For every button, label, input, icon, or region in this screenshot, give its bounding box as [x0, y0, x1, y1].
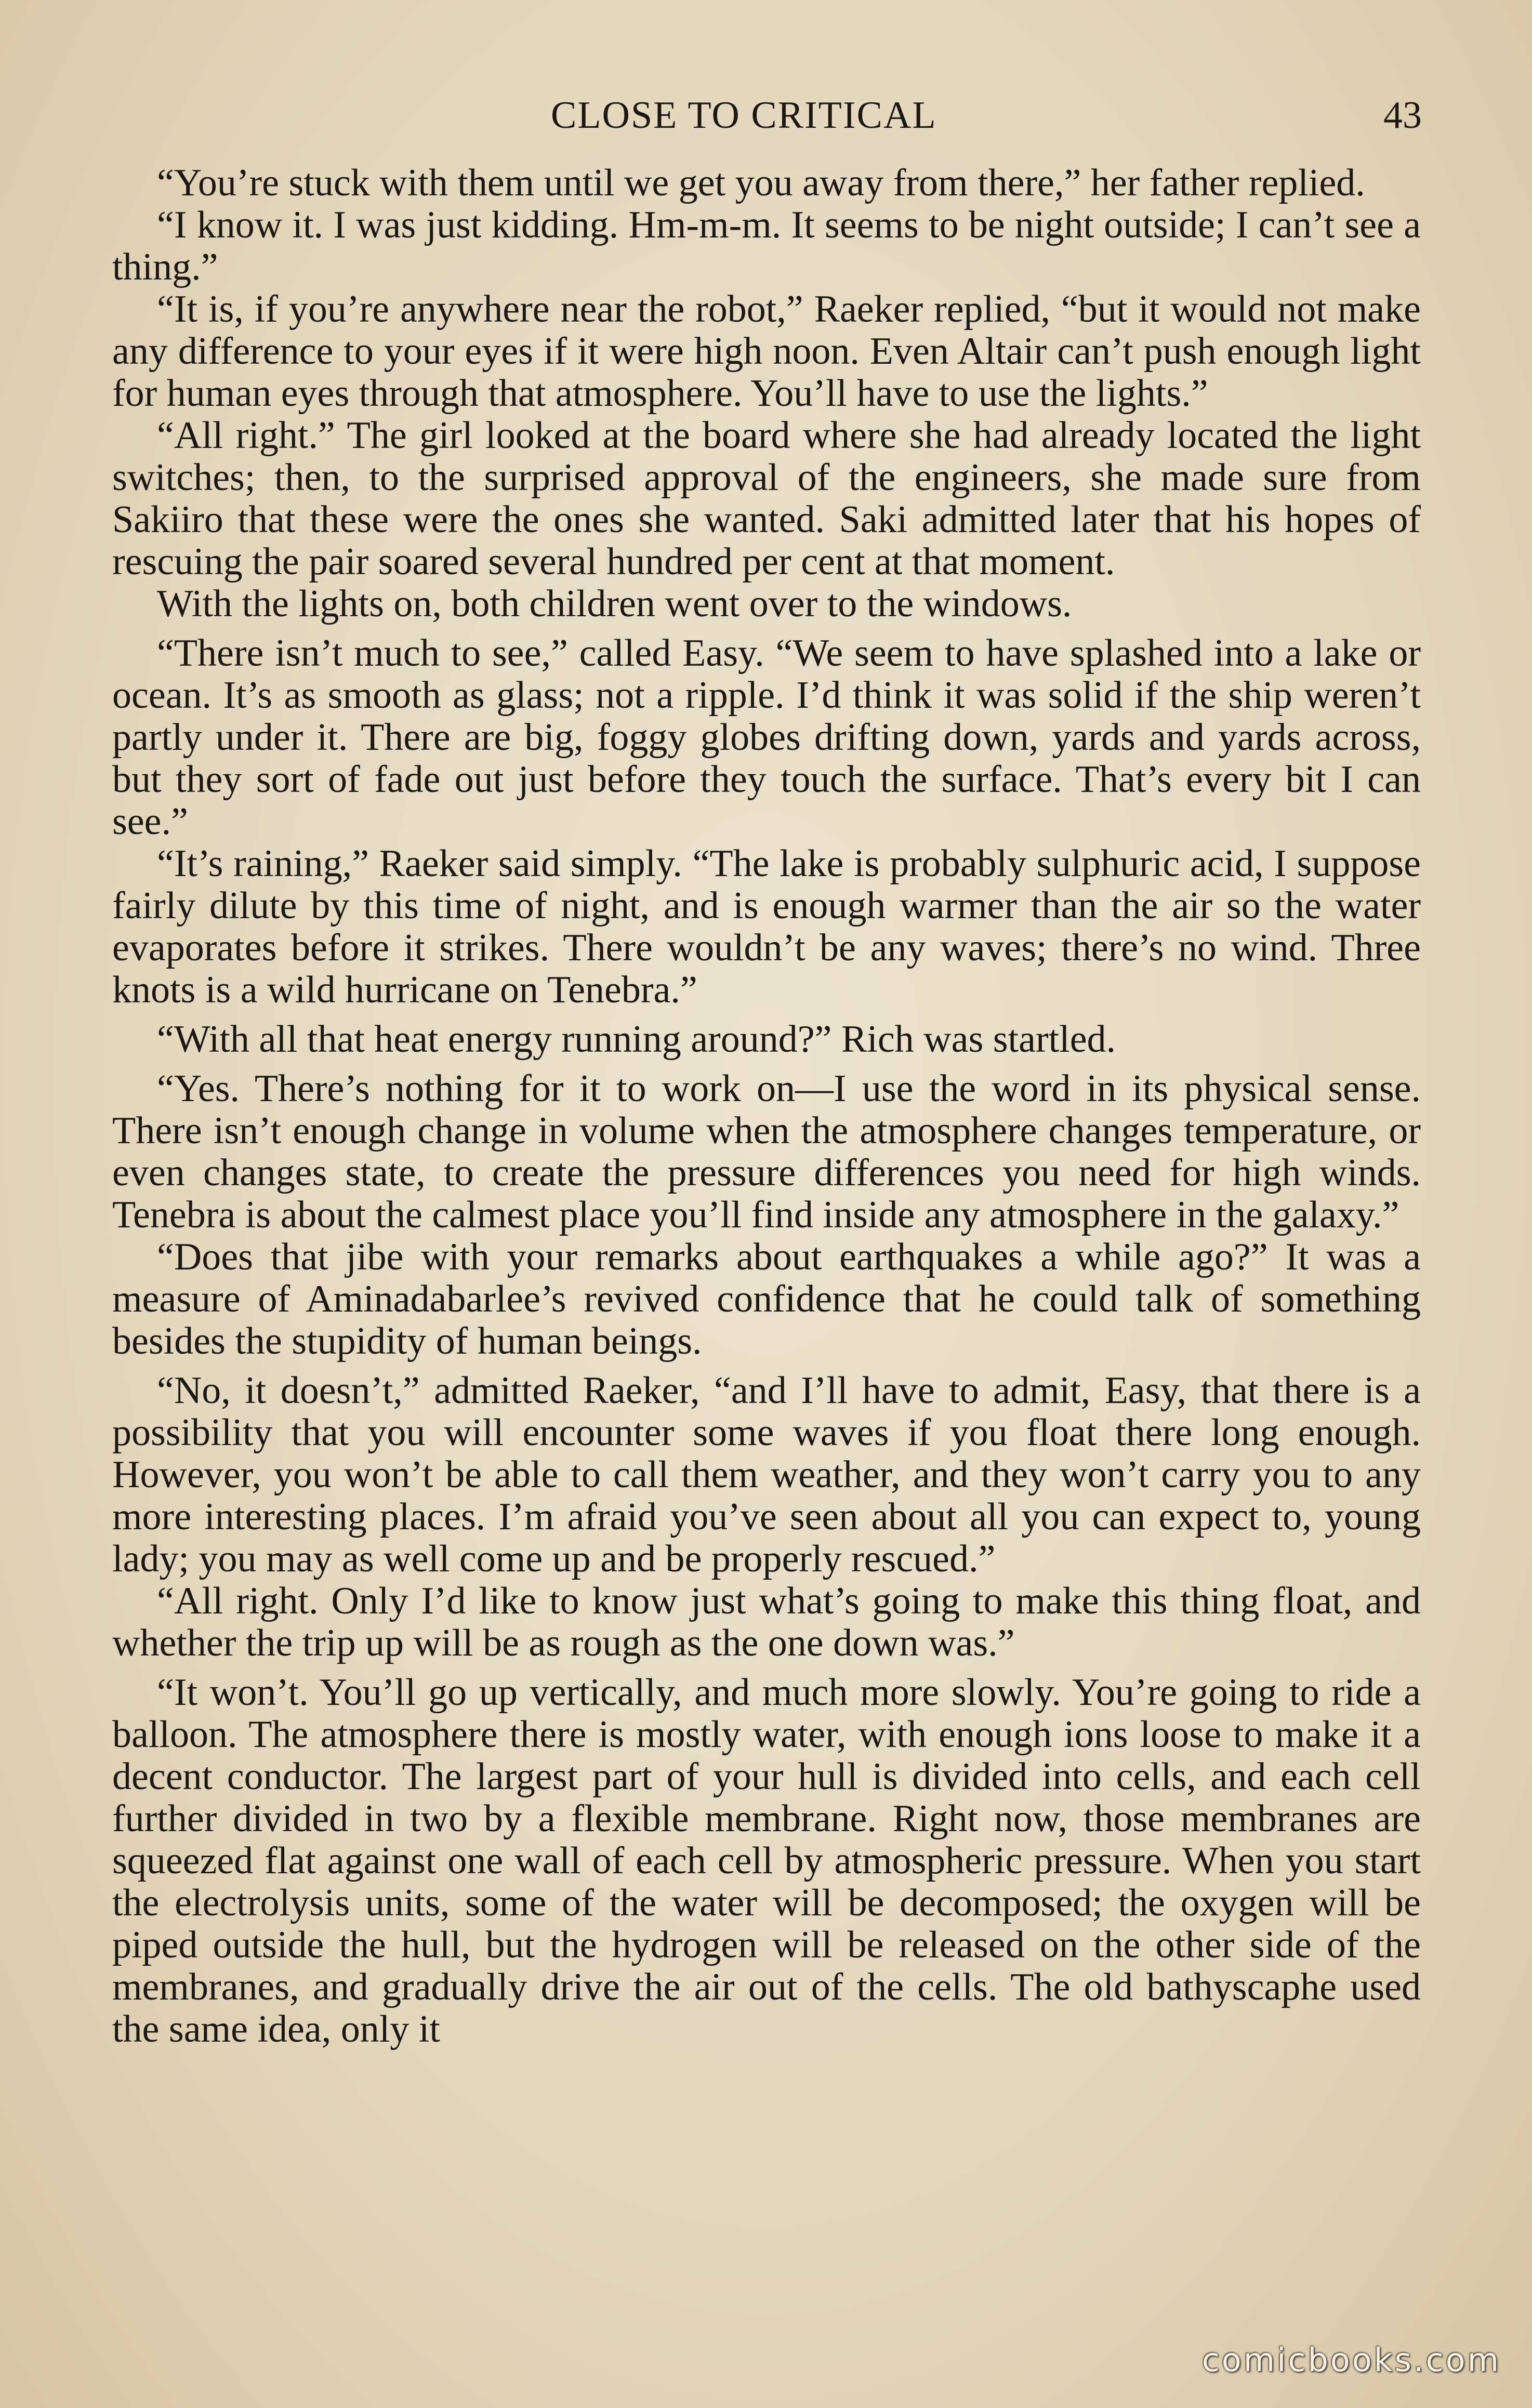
paragraph: “No, it doesn’t,” admitted Raeker, “and I’ll have to admit, Easy, that there is a possibility that you will encounter some waves if you float there long enough. However, you won’t be able to call them weather, and they won’t carry you to any more interesting places. I’m afraid you’ve seen about all you can expect to, young lady; you may as well come up and be properly rescued.”: [112, 1369, 1421, 1580]
paragraph: “With all that heat energy running around?” Rich was startled.: [157, 1018, 1116, 1061]
paragraph: “It won’t. You’ll go up vertically, and much more slowly. You’re going to ride a balloon. The atmosphere there is mostly water, with enough ions loose to make it a decent conductor. The largest part of your hull is divided into cells, and each cell further divided in two by a flexible membrane. Right now, those membranes are squeezed flat against one wall of each cell by atmospheric pressure. When you start the electrolysis units, some of the water will be decomposed; the oxygen will be piped outside the hull, but the hydrogen will be released on the other side of the membranes, and gradually drive the air out of the cells. The old bathyscaphe used the same idea, only it: [112, 1671, 1421, 2050]
paragraph: With the lights on, both children went over to the windows.: [157, 583, 1072, 625]
paragraph: “It’s raining,” Raeker said simply. “The lake is probably sulphuric acid, I suppose fairly dilute by this time of night, and is enough warmer than the air so the water evaporates before it strikes. There wouldn’t be any waves; there’s no wind. Three knots is a wild hurricane on Tenebra.”: [112, 842, 1421, 1011]
watermark: comicbooks.com: [1201, 2341, 1501, 2379]
paragraph: “All right. Only I’d like to know just what’s going to make this thing float, and whether the trip up will be as rough as the one down was.”: [112, 1580, 1421, 1664]
paragraph: “Yes. There’s nothing for it to work on—I use the word in its physical sense. There isn’t enough change in volume when the atmosphere changes temperature, or even changes state, to create the pressure differences you need for high winds. Tenebra is about the calmest place you’ll find inside any atmosphere in the galaxy.”: [112, 1067, 1421, 1236]
page-number: 43: [1383, 94, 1422, 137]
paragraph: “Does that jibe with your remarks about earthquakes a while ago?” It was a measure of Aminadabarlee’s revived confidence that he could talk of something besides the stupidity of human beings.: [112, 1236, 1421, 1362]
paragraph: “All right.” The girl looked at the board where she had already located the light switches; then, to the surprised approval of the engineers, she made sure from Sakiiro that these were the ones she wanted. Saki admitted later that his hopes of rescuing the pair soared several hundred per cent at that moment.: [112, 414, 1421, 583]
paragraph: “It is, if you’re anywhere near the robot,” Raeker replied, “but it would not make any difference to your eyes if it were high noon. Even Altair can’t push enough light for human eyes through that atmosphere. You’ll have to use the lights.”: [112, 288, 1421, 415]
paragraph: “You’re stuck with them until we get you away from there,” her father replied.: [157, 162, 1365, 204]
paragraph: “I know it. I was just kidding. Hm-m-m. It seems to be night outside; I can’t see a thing.”: [112, 204, 1421, 288]
body-text: [112, 162, 1421, 2050]
paragraph: “There isn’t much to see,” called Easy. “We seem to have splashed into a lake or ocean. It’s as smooth as glass; not a ripple. I’d think it was solid if the ship weren’t partly under it. There are big, foggy globes drifting down, yards and yards across, but they sort of fade out just before they touch the surface. That’s every bit I can see.”: [112, 632, 1421, 843]
page-header: [0, 94, 1532, 145]
running-head: CLOSE TO CRITICAL: [551, 94, 937, 137]
